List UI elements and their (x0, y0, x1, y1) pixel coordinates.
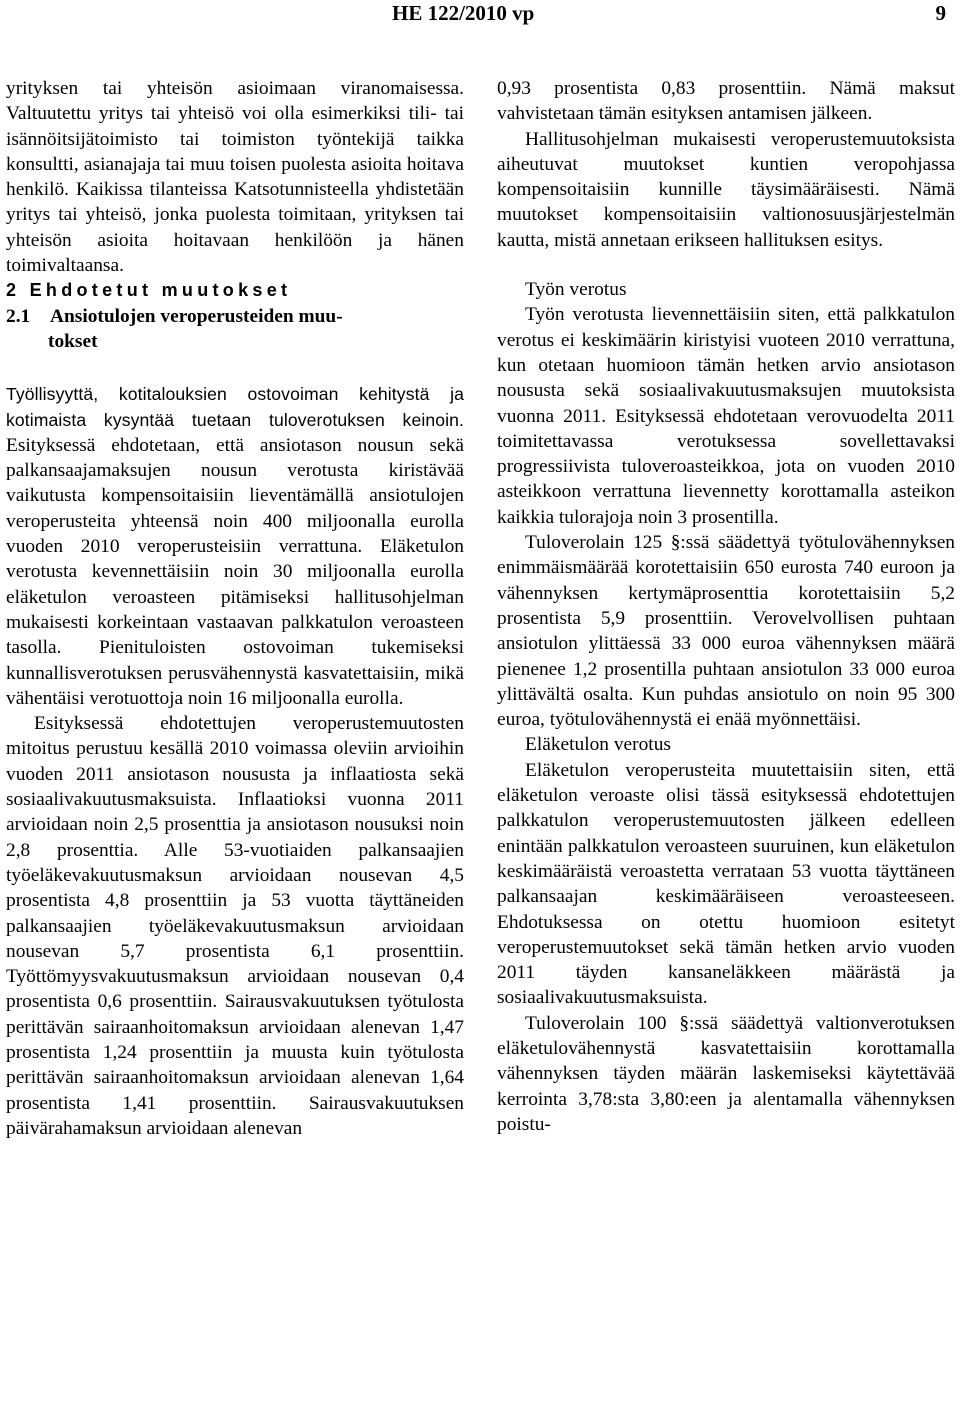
page-header (0, 0, 960, 40)
subsection-heading (6, 304, 464, 355)
subsection-title-line1: Ansiotulojen veroperusteiden muu- (50, 305, 343, 327)
paragraph: Eläketulon veroperusteita muutettaisiin siten, että eläketulon veroaste olisi tässä esityksessä ehdotettujen palkkatulon veroperustemuutosten jälkeen edelleen enintään palkkatulon veroasteen suuruinen, kun eläketulon keskimääräistä veroastetta verrataan 53 vuotta täyttäneen palkansaajan keskimääräiseen veroasteeseen. Ehdotuksessa on otettu huomioon esitetyt veroperustemuutokset sekä tämän hetken arvio vuoden 2011 täyden kansaneläkkeen määrästä ja sosiaalivakuutusmaksuista. (497, 759, 955, 1009)
paragraph: Esityksessä ehdotettujen veroperustemuutosten mitoitus perustuu kesällä 2010 voimassa oleviin arvioihin vuoden 2011 ansiotason noususta ja inflaatiosta sekä sosiaalivakuutusmaksuista. Inflaatioksi vuonna 2011 arvioidaan noin 2,5 prosenttia ja ansiotason nousuksi noin 2,8 prosenttia. Alle 53-vuotiaiden palkansaajien työeläkevakuutusmaksun arvioidaan nousevan 4,5 prosentista 4,8 prosenttiin ja 53 vuotta täyttäneiden palkansaajien työeläkevakuutusmaksun arvioidaan nousevan 5,7 prosentista 6,1 prosenttiin. Työttömyysvakuutusmaksun arvioidaan nousevan 0,4 prosentista 0,6 prosenttiin. Sairausvakuutuksen työtulosta perittävän sairaanhoitomaksun arvioidaan alenevan 1,47 prosentista 1,24 prosenttiin ja muusta kuin työtulosta perittävän sairaanhoitomaksun arvioidaan alenevan 1,64 prosentista 1,41 prosenttiin. Sairausvakuutuksen päivärahamaksun arvioidaan alenevan (6, 713, 464, 1139)
left-column (6, 76, 464, 1141)
paragraph-sans-part: Työllisyyttä, kotitalouksien ostovoiman kehitystä ja kotimaista kysyntää tuetaan tuloverotuksen keinoin. (6, 384, 464, 430)
paragraph: yrityksen tai yhteisön asioimaan viranomaisessa. Valtuutettu yritys tai yhteisö voi olla esimerkiksi tili- tai isännöitsijätoimisto tai toimiston työntekijä taikka konsultti, asianajaja tai muu toisen puolesta asioita hoitava henkilö. Kaikissa tilanteissa Katsotunnisteella yhdistetään yritys tai yhteisö, jonka puolesta toimitaan, yrityksen tai yhteisön asioita hoitavaan henkilöön ja hänen toimivaltaansa. (6, 78, 464, 277)
section-heading: 2 Ehdotetut muutokset (6, 280, 292, 301)
page-number: 9 (935, 1, 946, 25)
paragraph: Tuloverolain 125 §:ssä säädettyä työtulovähennyksen enimmäismäärää korotettaisiin 650 eurosta 740 euroon ja vähennyksen kertymäprosenttia korotettaisiin 5,2 prosentista 5,9 prosenttiin. Verovelvollisen puhtaan ansiotulon ylittäessä 33 000 euroa vähennyksen määrä pienenee 1,2 prosentilla puhtaan ansiotulon 33 000 euroa ylittävältä osalta. Kun puhdas ansiotulo on noin 95 300 euroa, työtulovähennystä ei enää myönnettäisi. (497, 532, 955, 731)
subsection-number: 2.1 (6, 305, 31, 327)
paragraph (6, 382, 464, 711)
paragraph: 0,93 prosentista 0,83 prosenttiin. Nämä maksut vahvistetaan tämän esityksen antamisen jälkeen. (497, 78, 955, 125)
right-column (497, 76, 955, 1137)
paragraph: Hallitusohjelman mukaisesti veroperustemuutoksista aiheutuvat muutokset kuntien veropohjassa kompensoitaisiin kunnille täysimääräisesti. Nämä muutokset kompensoitaisiin valtionosuusjärjestelmän kautta, mistä annetaan erikseen hallituksen esitys. (497, 128, 955, 251)
paragraph-serif-part: Esityksessä ehdotetaan, että ansiotason nousun sekä palkansaajamaksujen nousun verotusta kiristävää vaikutusta kompensoitaisiin lieventämällä ansiotulojen veroperusteita yhteensä noin 400 miljoonalla eurolla vuoden 2010 veroperusteisiin verrattuna. Eläketulon verotusta kevennettäisiin noin 30 miljoonalla eurolla eläketulon veroasteen pitämiseksi hallitusohjelman mukaisesti korkeintaan vastaavan palkkatulon veroasteen tasolla. Pienituloisten ostovoiman tukemiseksi kunnallisverotuksen perusvähennystä kasvatettaisiin, mikä vähentäisi verotuottoja noin 16 miljoonalla eurolla. (6, 434, 464, 709)
subsection-title-line2: tokset (48, 330, 98, 352)
subheading: Eläketulon verotus (525, 734, 671, 756)
paragraph: Tuloverolain 100 §:ssä säädettyä valtionverotuksen eläketulovähennystä kasvatettaisiin korottamalla vähennyksen täyden määrän laskemiseksi käytettävää kerrointa 3,78:sta 3,80:een ja alentamalla vähennyksen poistu- (497, 1012, 955, 1135)
subheading: Työn verotus (525, 279, 627, 301)
document-id: HE 122/2010 vp (392, 1, 535, 25)
paragraph: Työn verotusta lievennettäisiin siten, että palkkatulon verotus ei keskimäärin kiristyisi vuoteen 2010 verrattuna, kun otetaan huomioon tämän hetken arvio ansiotason noususta sekä sosiaalivakuutusmaksujen muutoksista vuonna 2011. Esityksessä ehdotetaan verovuodelta 2011 toimitettavassa verotuksessa sovellettavaksi progressiivista tuloveroasteikkoa, jota on vuoden 2010 asteikkoon verrattuna lievennetty korottamalla asteikon kaikkia tulorajoja noin 3 prosentilla. (497, 304, 955, 528)
